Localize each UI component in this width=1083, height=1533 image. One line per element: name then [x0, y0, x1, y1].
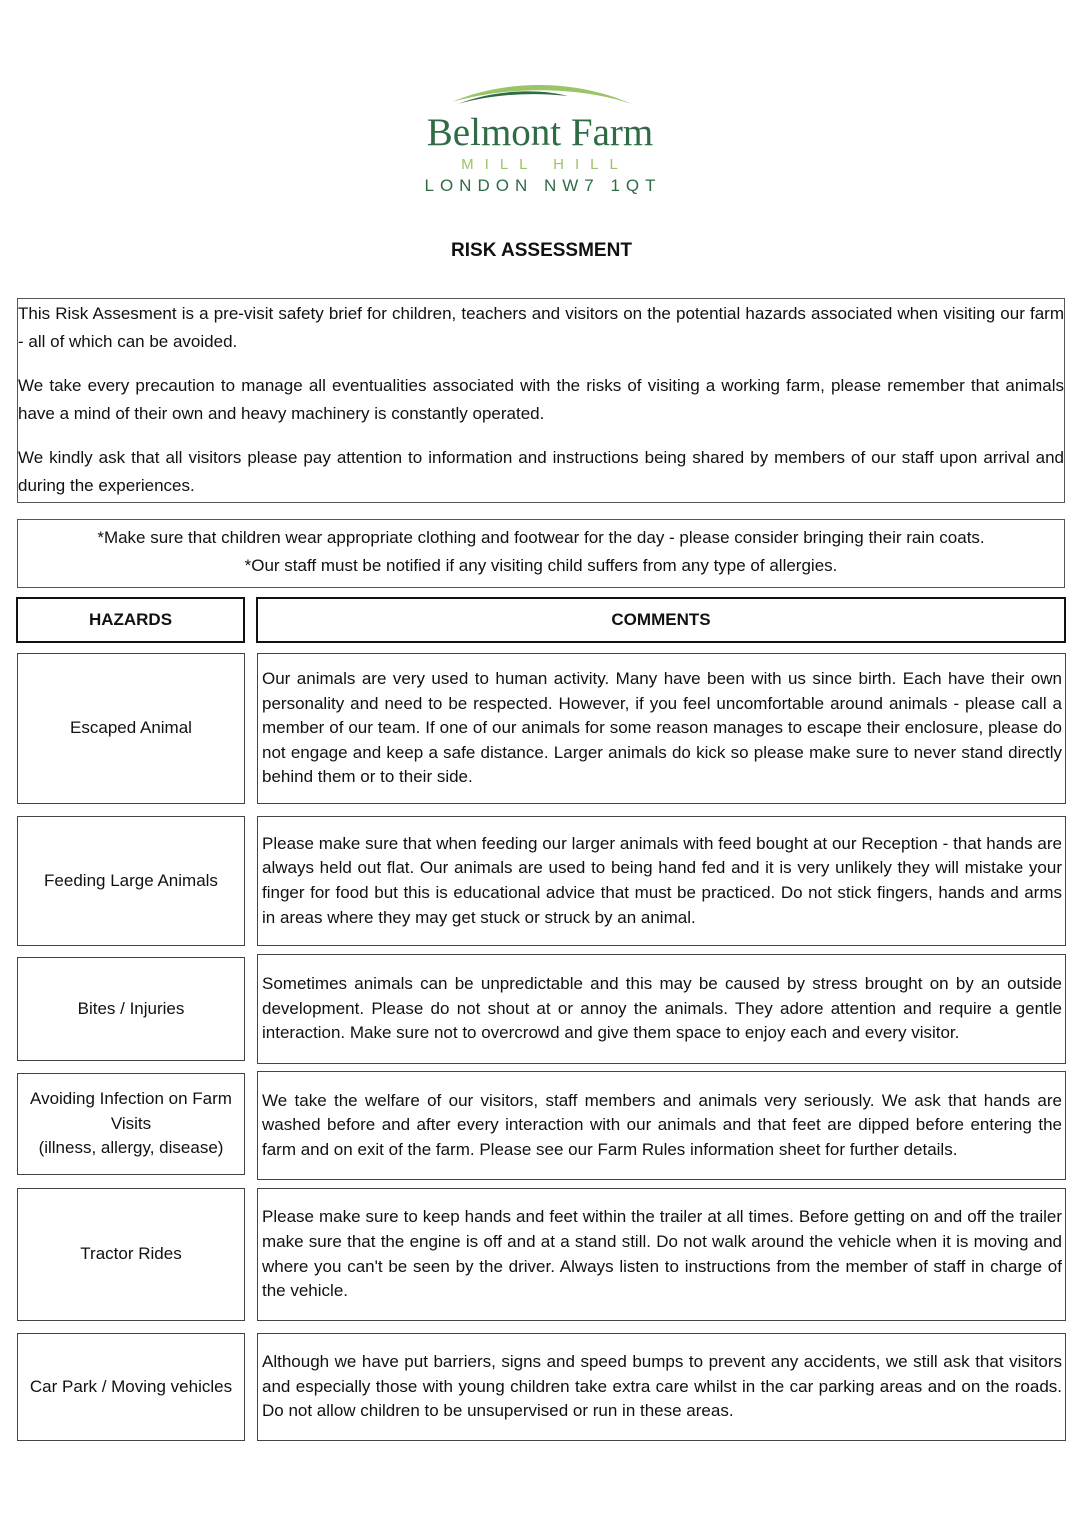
comment-cell	[257, 816, 1066, 946]
logo-name: Belmont Farm	[426, 111, 654, 154]
hazard-title: Avoiding Infection on Farm Visits	[30, 1089, 232, 1133]
logo-address: LONDON NW7 1QT	[424, 176, 662, 195]
note-allergies: *Our staff must be notified if any visiting child suffers from any type of allergies.	[244, 556, 838, 575]
hazard-cell: Car Park / Moving vehicles	[17, 1333, 245, 1441]
intro-paragraph: We take every precaution to manage all eventualities associated with the risks of visiting a working farm, please remember that animals have a mind of their own and heavy machinery is constantly operated.	[18, 376, 1064, 423]
hazard-cell: Bites / Injuries	[17, 957, 245, 1061]
intro-paragraph: This Risk Assesment is a pre-visit safety brief for children, teachers and visitors on the potential hazards associated when visiting our farm - all of which can be avoided.	[18, 304, 1064, 351]
hazard-cell: Escaped Animal	[17, 653, 245, 804]
hazards-header: HAZARDS	[16, 597, 245, 643]
comment-text: We take the welfare of our visitors, staff members and animals very seriously. We ask that hands are washed before and after every interaction with our animals and that feet are dipped before entering the farm and on exit of the farm. Please see our Farm Rules information sheet for further details.	[262, 1090, 1062, 1159]
logo-subtitle: MILL HILL	[461, 156, 629, 173]
comment-text: Please make sure that when feeding our larger animals with feed bought at our Reception - that hands are always held out flat. Our animals are used to being hand fed and it is very unlikely they will mistake your finger for food but this is educational advice that must be practiced. Do not stick fingers, hands and arms in areas where they may get stuck or struck by an animal.	[262, 833, 1062, 927]
hazard-cell: Tractor Rides	[17, 1188, 245, 1321]
hazard-cell: Feeding Large Animals	[17, 816, 245, 946]
note-clothing: *Make sure that children wear appropriate clothing and footwear for the day - please consider bringing their rain coats.	[97, 528, 985, 547]
intro-paragraph: We kindly ask that all visitors please pay attention to information and instructions being shared by members of our staff upon arrival and during the experiences.	[18, 448, 1064, 495]
comment-text: Please make sure to keep hands and feet within the trailer at all times. Before getting on and off the trailer make sure that the engine is off and at a stand still. Do not walk around the vehicle when it is moving and where you can't be seen by the driver. Always listen to instructions from the member of staff in charge of the vehicle.	[262, 1207, 1062, 1301]
comment-text: Although we have put barriers, signs and speed bumps to prevent any accidents, we still ask that visitors and especially those with young children take extra care whilst in the car parking areas and on the roads. Do not allow children to be unsupervised or run in these areas.	[262, 1352, 1062, 1421]
hill-logo-icon	[448, 74, 638, 114]
comment-cell	[257, 954, 1066, 1064]
comment-text: Our animals are very used to human activity. Many have been with us since birth. Each have their own personality and need to be respected. However, if you feel uncomfortable around animals - please call a member of our team. If one of our animals for some reason manages to escape their enclosure, please do not engage and keep a safe distance. Larger animals do kick so please make sure to never stand directly behind them or to their side.	[262, 669, 1062, 787]
comment-cell	[257, 1071, 1066, 1180]
comment-text: Sometimes animals can be unpredictable and this may be caused by stress brought on by an outside development. Please do not shout at or annoy the animals. They adore attention and require a gentle interaction. Make sure not to overcrowd and give them space to enjoy each and every visitor.	[262, 974, 1062, 1043]
notes-box	[17, 519, 1065, 588]
hazard-subtitle: (illness, allergy, disease)	[38, 1138, 224, 1158]
belmont-farm-logo	[380, 70, 700, 210]
comment-cell	[257, 1333, 1066, 1441]
intro-box	[17, 298, 1065, 503]
page-title: RISK ASSESSMENT	[451, 240, 632, 261]
comment-cell	[257, 653, 1066, 804]
comment-cell	[257, 1188, 1066, 1321]
hazard-cell	[17, 1073, 245, 1175]
comments-header: COMMENTS	[256, 597, 1066, 643]
